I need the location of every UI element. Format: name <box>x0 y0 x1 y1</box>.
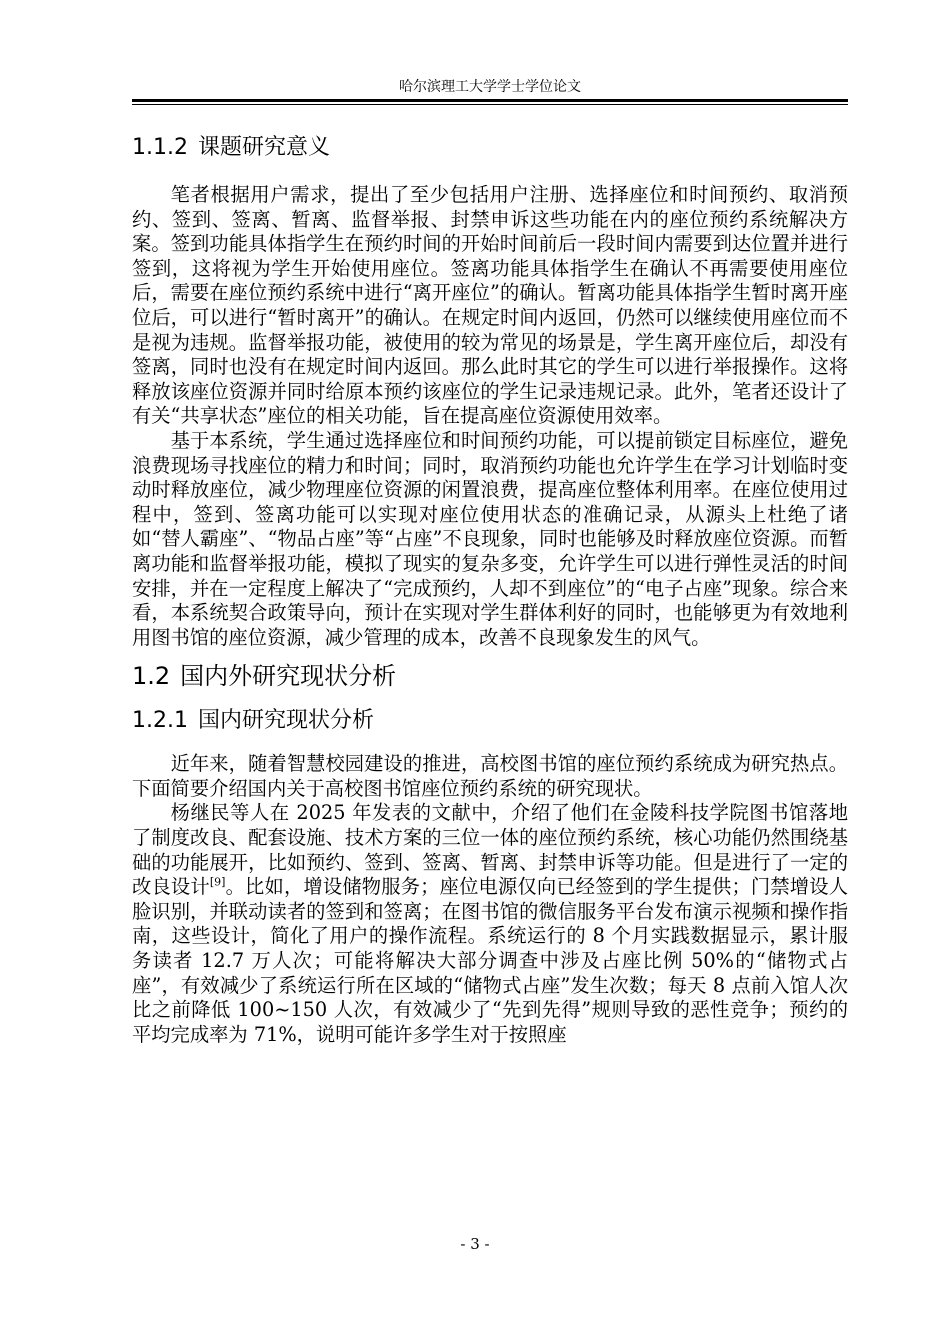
body-text <box>132 133 848 1047</box>
section-number: 1.1.2 <box>132 135 188 160</box>
section-heading-1-1-2 <box>132 133 848 163</box>
paragraph-text: 杨继民等人在 2025 年发表的文献中，介绍了他们在金陵科技学院图书馆落地了制度改良、配套设施、技术方案的三位一体的座位预约系统，核心功能仍然围绕基础的功能展开，比如预约、签到、签离、暂离、封禁申诉等功能。但是进行了一定的改良设计 <box>132 801 848 899</box>
page-number: - 3 - <box>460 1235 490 1253</box>
header-rule-thick <box>132 99 848 102</box>
header-rule-thin <box>132 104 848 105</box>
paragraph <box>132 801 848 1047</box>
paragraph: 近年来，随着智慧校园建设的推进，高校图书馆的座位预约系统成为研究热点。下面简要介绍国内关于高校图书馆座位预约系统的研究现状。 <box>132 752 848 800</box>
section-number: 1.2 <box>132 662 171 691</box>
paragraph: 基于本系统，学生通过选择座位和时间预约功能，可以提前锁定目标座位，避免浪费现场寻找座位的精力和时间；同时，取消预约功能也允许学生在学习计划临时变动时释放座位，减少物理座位资源的闲置浪费，提高座位整体利用率。在座位使用过程中，签到、签离功能可以实现对座位使用状态的准确记录，从源头上杜绝了诸如“替人霸座”、“物品占座”等“占座”不良现象，同时也能够及时释放座位资源。而暂离功能和监督举报功能，模拟了现实的复杂多变，允许学生可以进行弹性灵活的时间安排，并在一定程度上解决了“完成预约，人却不到座位”的“电子占座”现象。综合来看，本系统契合政策导向，预计在实现对学生群体利好的同时，也能够更为有效地利用图书馆的座位资源，减少管理的成本，改善不良现象发生的风气。 <box>132 428 848 649</box>
section-number: 1.2.1 <box>132 708 188 734</box>
section-title: 国内研究现状分析 <box>197 708 374 734</box>
paragraph: 笔者根据用户需求，提出了至少包括用户注册、选择座位和时间预约、取消预约、签到、签离、暂离、监督举报、封禁申诉这些功能在内的座位预约系统解决方案。签到功能具体指学生在预约时间的开始时间前后一段时间内需要到达位置并进行签到，这将视为学生开始使用座位。签离功能具体指学生在确认不再需要使用座位后，需要在座位预约系统中进行“离开座位”的确认。暂离功能具体指学生暂时离开座位后，可以进行“暂时离开”的确认。在规定时间内返回，仍然可以继续使用座位而不是视为违规。监督举报功能，被使用的较为常见的场景是，学生离开座位后，却没有签离，同时也没有在规定时间内返回。那么此时其它的学生可以进行举报操作。这将释放该座位资源并同时给原本预约该座位的学生记录违规记录。此外，笔者还设计了有关“共享状态”座位的相关功能，旨在提高座位资源使用效率。 <box>132 183 848 428</box>
section-heading-1-2-1 <box>132 706 848 736</box>
section-heading-1-2 <box>132 660 848 692</box>
running-header: 哈尔滨理工大学学士学位论文 <box>399 79 581 95</box>
section-title: 课题研究意义 <box>197 135 330 160</box>
section-title: 国内外研究现状分析 <box>180 662 397 691</box>
citation: [9] <box>209 875 226 889</box>
paragraph-text: 。比如，增设储物服务；座位电源仅向已经签到的学生提供；门禁增设人脸识别，并联动读者的签到和签离；在图书馆的微信服务平台发布演示视频和操作指南，这些设计，简化了用户的操作流程。系统运行的 8 个月实践数据显示，累计服务读者 12.7 万人次；可能将解决大部分调查中涉及占座比例 50%的“储物式占座”，有效减少了系统运行所在区域的“储物式占座”发生次数；每天 8 点前入馆人次比之前降低 100~150 人次，有效减少了“先到先得”规则导致的恶性竞争；预约的平均完成率为 71%，说明可能许多学生对于按照座 <box>132 875 849 1046</box>
